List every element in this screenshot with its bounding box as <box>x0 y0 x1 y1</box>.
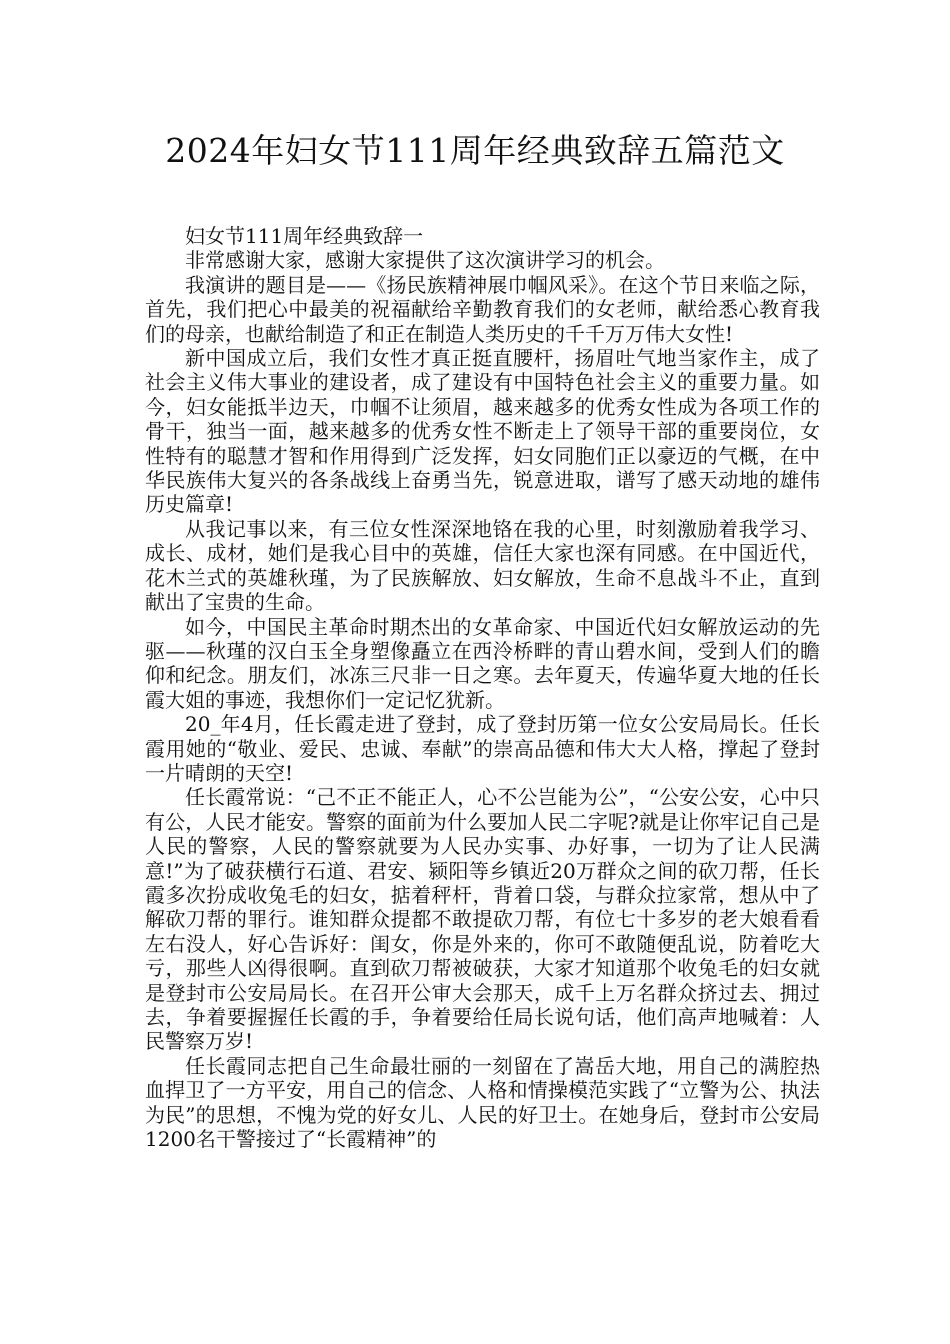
paragraph: 从我记事以来，有三位女性深深地铬在我的心里，时刻激励着我学习、成长、成材，她们是我心目中的英雄，信任大家也深有同感。在中国近代，花木兰式的英雄秋瑾，为了民族解放、妇女解放，生命不息战斗不止，直到献出了宝贵的生命。 <box>145 516 820 615</box>
paragraph: 非常感谢大家，感谢大家提供了这次演讲学习的机会。 <box>185 248 665 273</box>
paragraph: 20_年4月，任长霞走进了登封，成了登封历第一位女公安局局长。任长霞用她的“敬业、爱民、忠诚、奉献”的崇高品德和伟大大人格，撑起了登封一片晴朗的天空! <box>145 712 820 785</box>
document-body <box>145 224 820 1151</box>
paragraph: 任长霞常说：“己不正不能正人，心不公岂能为公”，“公安公安，心中只有公，人民才能安。警察的面前为什么要加人民二字呢?就是让你牢记自己是人民的警察，人民的警察就要为人民办实事、办好事，一切为了让人民满意!”为了破获横行石道、君安、颍阳等乡镇近20万群众之间的砍刀帮，任长霞多次扮成收兔毛的妇女，掂着秤杆，背着口袋，与群众拉家常，想从中了解砍刀帮的罪行。谁知群众提都不敢提砍刀帮，有位七十多岁的老大娘看看左右没人，好心告诉好：闺女，你是外来的，你可不敢随便乱说，防着吃大亏，那些人凶得很啊。直到砍刀帮被破获，大家才知道那个收兔毛的妇女就是登封市公安局局长。在召开公审大会那天，成千上万名群众挤过去、拥过去，争着要握握任长霞的手，争着要给任局长说句话，他们高声地喊着：人民警察万岁! <box>145 785 820 1054</box>
paragraph: 如今，中国民主革命时期杰出的女革命家、中国近代妇女解放运动的先驱——秋瑾的汉白玉全身塑像矗立在西泠桥畔的青山碧水间，受到人们的瞻仰和纪念。朋友们，冰冻三尺非一日之寒。去年夏天，传遍华夏大地的任长霞大姐的事迹，我想你们一定记忆犹新。 <box>145 614 820 712</box>
section-heading: 妇女节111周年经典致辞一 <box>185 224 424 248</box>
paragraph: 新中国成立后，我们女性才真正挺直腰杆，扬眉吐气地当家作主，成了社会主义伟大事业的建设者，成了建设有中国特色社会主义的重要力量。如今，妇女能抵半边天，巾帼不让须眉，越来越多的优秀女性成为各项工作的骨干，独当一面，越来越多的优秀女性不断走上了领导干部的重要岗位，女性特有的聪慧才智和作用得到广泛发挥，妇女同胞们正以豪迈的气概，在中华民族伟大复兴的各条战线上奋勇当先，锐意进取，谱写了感天动地的雄伟历史篇章! <box>145 346 820 517</box>
paragraph: 任长霞同志把自己生命最壮丽的一刻留在了嵩岳大地，用自己的满腔热血捍卫了一方平安，用自己的信念、人格和情操模范实践了“立警为公、执法为民”的思想，不愧为党的好女儿、人民的好卫士。在她身后，登封市公安局1200名干警接过了“长霞精神”的 <box>145 1053 820 1152</box>
paragraph: 我演讲的题目是——《扬民族精神展巾帼风采》。在这个节日来临之际，首先，我们把心中最美的祝福献给辛勤教育我们的女老师，献给悉心教育我们的母亲，也献给制造了和正在制造人类历史的千千万万伟大女性! <box>145 272 820 346</box>
document-title: 2024年妇女节111周年经典致辞五篇范文 <box>165 131 785 170</box>
